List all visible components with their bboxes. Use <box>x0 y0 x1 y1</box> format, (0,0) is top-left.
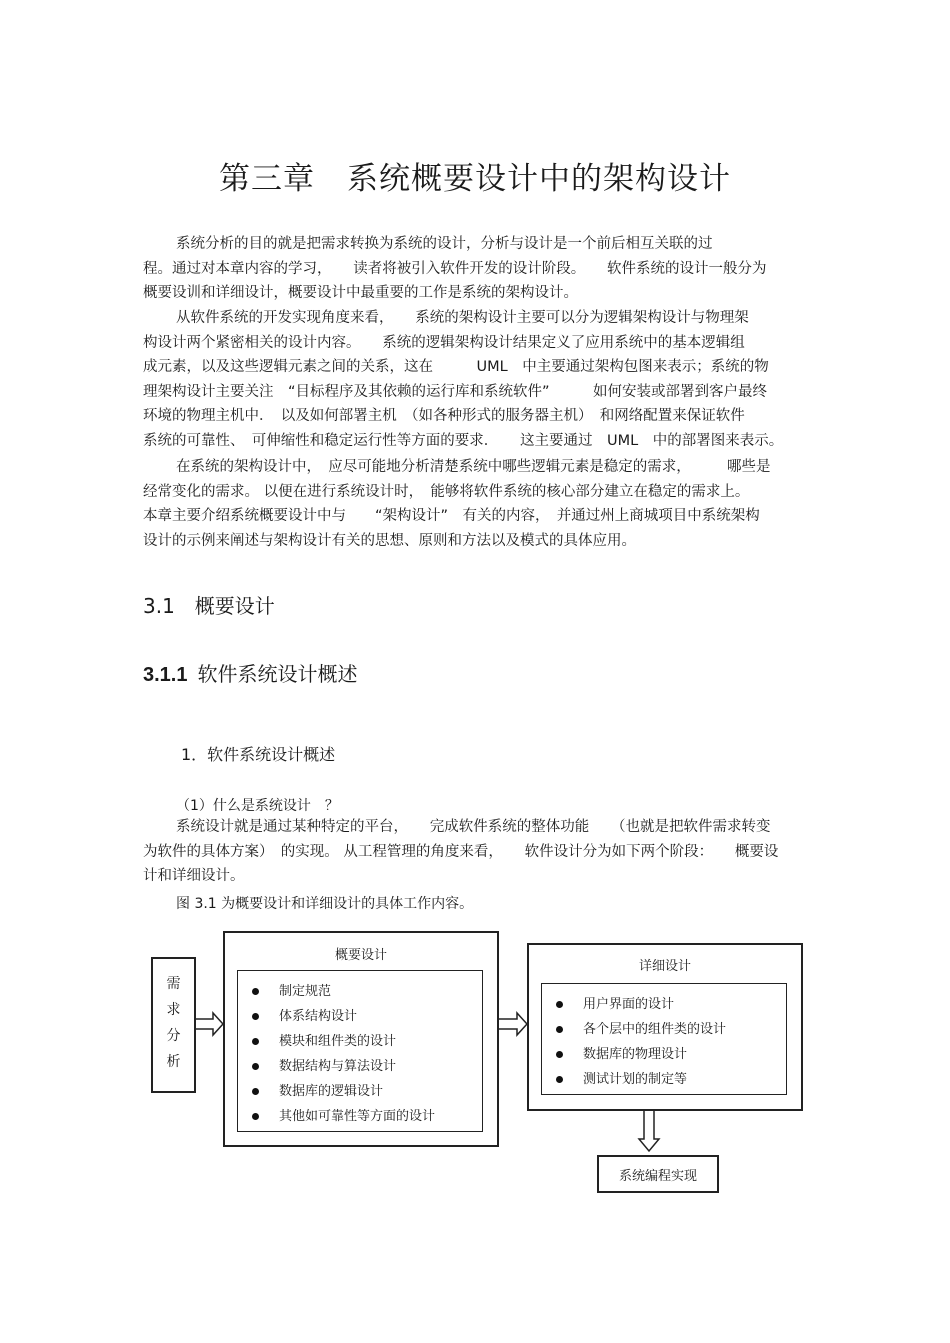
detailed-design-box <box>527 943 803 1111</box>
arrow-down-icon <box>639 1110 659 1151</box>
list-item: 数据库的物理设计 <box>556 1043 687 1062</box>
text-line: 系统的可靠性、 可伸缩性和稳定运行性等方面的要求． 这主要通过 UML 中的部署图来表示。 <box>143 432 784 449</box>
text-line: 本章主要介绍系统概要设计中与 “架构设计” 有关的内容， 并通过州上商城项目中系统架构 <box>143 508 760 524</box>
list-item: 用户界面的设计 <box>556 993 674 1012</box>
list-item: 模块和组件类的设计 <box>252 1030 396 1049</box>
subheading-1: 1．软件系统设计概述 <box>181 745 336 764</box>
requirement-analysis-box <box>151 957 196 1093</box>
bullet-icon <box>556 1076 563 1083</box>
text-line: 设计的示例来阐述与架构设计有关的思想、原则和方法以及模式的具体应用。 <box>143 532 636 549</box>
section-heading-3-1-1 <box>143 658 357 687</box>
text-line: 经常变化的需求。 以便在进行系统设计时， 能够将软件系统的核心部分建立在稳定的需求上。 <box>143 483 750 500</box>
bullet-icon <box>252 1038 259 1045</box>
intro-paragraph-2 <box>143 306 813 453</box>
bullet-icon <box>252 1063 259 1070</box>
text-line: 在系统的架构设计中， 应尽可能地分析清楚系统中哪些逻辑元素是稳定的需求， 哪些是 <box>176 459 771 475</box>
text-line: 概要设训和详细设计，概要设计中最重要的工作是系统的架构设计。 <box>143 285 578 301</box>
requirement-label <box>153 971 194 1075</box>
list-item: 体系结构设计 <box>252 1005 357 1024</box>
bullet-icon <box>556 1051 563 1058</box>
list-item: 各个层中的组件类的设计 <box>556 1018 726 1037</box>
section-heading-3-1: 3.1 概要设计 <box>143 594 275 618</box>
list-item: 制定规范 <box>252 980 331 999</box>
bullet-icon <box>252 1013 259 1020</box>
figure-caption: 图 3.1 为概要设计和详细设计的具体工作内容。 <box>176 896 474 912</box>
text-line: 构设计两个紧密相关的设计内容。 系统的逻辑架构设计结果定义了应用系统中的基本逻辑组 <box>143 334 745 351</box>
text-line: 程。通过对本章内容的学习， 读者将被引入软件开发的设计阶段。 软件系统的设计一般分为 <box>143 260 767 277</box>
bullet-icon <box>252 988 259 995</box>
text-line: 从软件系统的开发实现角度来看， 系统的架构设计主要可以分为逻辑架构设计与物理架 <box>176 310 749 326</box>
outline-design-box <box>223 931 499 1147</box>
label-char: 析 <box>166 1054 181 1070</box>
question-heading: （1）什么是系统设计 ？ <box>176 798 339 814</box>
arrow-right-icon <box>194 1013 223 1035</box>
text-line: 成元素，以及这些逻辑元素之间的关系，这在 UML 中主要通过架构包图来表示；系统的物 <box>143 359 769 375</box>
list-item: 数据结构与算法设计 <box>252 1055 396 1074</box>
body-paragraph <box>143 815 813 889</box>
bullet-icon <box>252 1113 259 1120</box>
section-number: 3.1.1 <box>143 664 188 686</box>
outline-design-list <box>237 970 483 1132</box>
intro-paragraph-3 <box>143 455 813 553</box>
design-flow-diagram <box>143 927 803 1199</box>
bullet-icon <box>556 1001 563 1008</box>
bullet-icon <box>556 1026 563 1033</box>
list-item: 数据库的逻辑设计 <box>252 1080 383 1099</box>
detailed-design-title: 详细设计 <box>638 959 691 974</box>
bullet-icon <box>252 1088 259 1095</box>
section-title: 软件系统设计概述 <box>197 662 358 686</box>
intro-paragraph-1 <box>143 232 813 306</box>
text-line: 为软件的具体方案） 的实现。 从工程管理的角度来看， 软件设计分为如下两个阶段： 概要设 <box>143 843 779 860</box>
label-char: 分 <box>166 1028 181 1044</box>
text-line: 系统分析的目的就是把需求转换为系统的设计，分析与设计是一个前后相互关联的过 <box>176 236 713 252</box>
detailed-design-list <box>541 983 787 1095</box>
text-line: 计和详细设计。 <box>143 868 245 884</box>
implementation-label: 系统编程实现 <box>618 1169 697 1184</box>
system-implementation-box <box>597 1155 719 1193</box>
list-item: 其他如可靠性等方面的设计 <box>252 1105 435 1124</box>
label-char: 需 <box>166 976 181 992</box>
text-line: 系统设计就是通过某种特定的平台， 完成软件系统的整体功能 （也就是把软件需求转变 <box>176 819 771 835</box>
list-item: 测试计划的制定等 <box>556 1068 687 1087</box>
label-char: 求 <box>166 1002 181 1018</box>
text-line: 环境的物理主机中． 以及如何部署主机 （如各种形式的服务器主机） 和网络配置来保证软件 <box>143 408 745 424</box>
arrow-right-icon <box>498 1013 527 1035</box>
text-line: 理架构设计主要关注 “目标程序及其依赖的运行库和系统软件” 如何安装或部署到客户最终 <box>143 383 768 400</box>
chapter-title: 第三章 系统概要设计中的架构设计 <box>219 161 731 197</box>
outline-design-title: 概要设计 <box>334 948 387 963</box>
